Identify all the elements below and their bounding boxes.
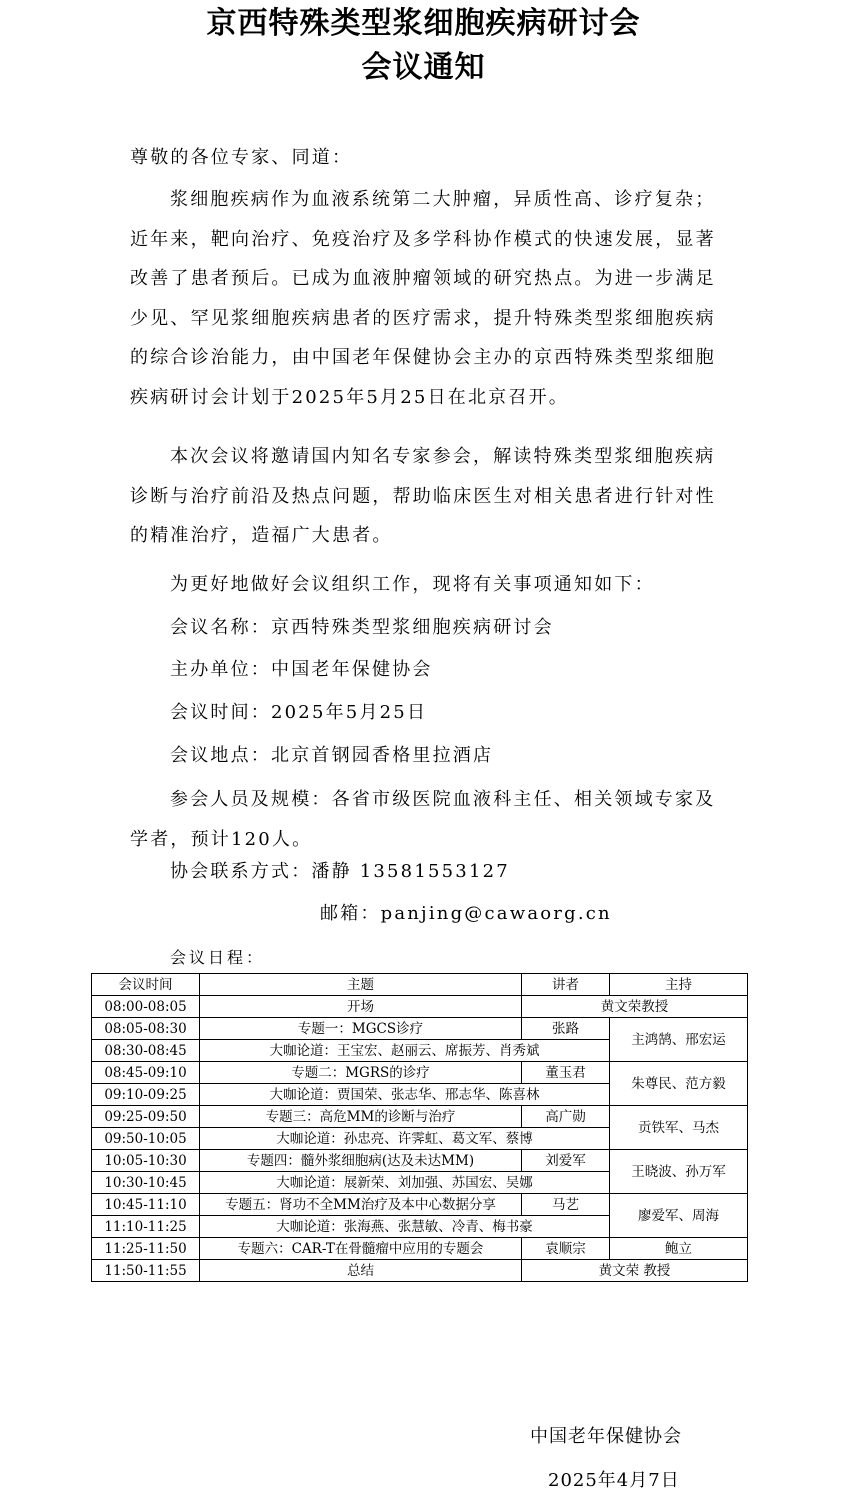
notice-intro: 为更好地做好会议组织工作，现将有关事项通知如下： xyxy=(170,574,655,595)
topic-cell: 大咖论道：王宝宏、赵丽云、席振芳、肖秀斌 xyxy=(200,1040,610,1062)
time-cell: 09:10-09:25 xyxy=(92,1084,200,1106)
table-header-row xyxy=(92,974,748,996)
time-cell: 08:00-08:05 xyxy=(92,996,200,1018)
topic-cell: 专题二：MGRS的诊疗 xyxy=(200,1062,522,1084)
table-row xyxy=(92,1018,748,1040)
time-cell: 08:45-09:10 xyxy=(92,1062,200,1084)
topic-cell: 专题六：CAR-T在骨髓瘤中应用的专题会 xyxy=(200,1238,522,1260)
meeting-name: 会议名称：京西特殊类型浆细胞疾病研讨会 xyxy=(170,617,554,638)
time-cell: 08:05-08:30 xyxy=(92,1018,200,1040)
signature-date: 2025年4月7日 xyxy=(548,1470,680,1491)
topic-cell: 专题三：高危MM的诊断与治疗 xyxy=(200,1106,522,1128)
header-cell-speaker: 讲者 xyxy=(522,974,610,996)
table-row xyxy=(92,1238,748,1260)
topic-cell: 大咖论道：贾国荣、张志华、邢志华、陈喜林 xyxy=(200,1084,610,1106)
host-cell: 主鸿鹄、邢宏运 xyxy=(610,1018,748,1062)
header-cell-time: 会议时间 xyxy=(92,974,200,996)
time-cell: 09:25-09:50 xyxy=(92,1106,200,1128)
topic-cell: 大咖论道：张海燕、张慧敏、冷青、梅书豪 xyxy=(200,1216,610,1238)
table-row xyxy=(92,1106,748,1128)
topic-cell: 大咖论道：展新荣、刘加强、苏国宏、吴娜 xyxy=(200,1172,610,1194)
time-cell: 10:05-10:30 xyxy=(92,1150,200,1172)
document-title: 京西特殊类型浆细胞疾病研讨会 xyxy=(206,6,641,41)
topic-cell: 专题四：髓外浆细胞病(达及未达MM) xyxy=(200,1150,522,1172)
topic-cell: 专题五：肾功不全MM治疗及本中心数据分享 xyxy=(200,1194,522,1216)
document-subtitle: 会议通知 xyxy=(361,50,486,85)
time-cell: 10:45-11:10 xyxy=(92,1194,200,1216)
time-cell: 08:30-08:45 xyxy=(92,1040,200,1062)
host-cell: 贡铁军、马杰 xyxy=(610,1106,748,1150)
time-cell: 09:50-10:05 xyxy=(92,1128,200,1150)
schedule-table xyxy=(91,973,748,1282)
host-cell: 王晓波、孙万军 xyxy=(610,1150,748,1194)
speaker-cell: 袁顺宗 xyxy=(522,1238,610,1260)
speaker-cell: 董玉君 xyxy=(522,1062,610,1084)
schedule-label: 会议日程： xyxy=(170,948,266,967)
speaker-cell: 刘爱军 xyxy=(522,1150,610,1172)
organizer: 主办单位：中国老年保健协会 xyxy=(170,659,433,680)
purpose-paragraph: 本次会议将邀请国内知名专家参会，解读特殊类型浆细胞疾病诊断与治疗前沿及热点问题，帮助临床医生对相关患者进行针对性的精准治疗，造福广大患者。 xyxy=(130,446,716,546)
speaker-host-cell: 黄文荣教授 xyxy=(522,996,748,1018)
time-cell: 11:25-11:50 xyxy=(92,1238,200,1260)
table-row xyxy=(92,1062,748,1084)
time-cell: 10:30-10:45 xyxy=(92,1172,200,1194)
time-cell: 11:10-11:25 xyxy=(92,1216,200,1238)
table-row xyxy=(92,1194,748,1216)
table-row xyxy=(92,1260,748,1282)
header-cell-host: 主持 xyxy=(610,974,748,996)
host-cell: 廖爱军、周海 xyxy=(610,1194,748,1238)
contact-info: 协会联系方式：潘静 13581553127 xyxy=(170,861,510,882)
speaker-cell: 张路 xyxy=(522,1018,610,1040)
header-cell-topic: 主题 xyxy=(200,974,522,996)
signature-organization: 中国老年保健协会 xyxy=(530,1426,682,1447)
table-row xyxy=(92,996,748,1018)
speaker-cell: 高广勋 xyxy=(522,1106,610,1128)
topic-cell: 大咖论道：孙忠亮、许霁虹、葛文军、蔡博 xyxy=(200,1128,610,1150)
time-cell: 11:50-11:55 xyxy=(92,1260,200,1282)
contact-email: 邮箱：panjing@cawaorg.cn xyxy=(320,903,612,924)
attendees-paragraph: 参会人员及规模：各省市级医院血液科主任、相关领域专家及学者，预计120人。 xyxy=(130,789,716,850)
topic-cell: 总结 xyxy=(200,1260,522,1282)
topic-cell: 专题一：MGCS诊疗 xyxy=(200,1018,522,1040)
salutation: 尊敬的各位专家、同道： xyxy=(130,147,353,168)
topic-cell: 开场 xyxy=(200,996,522,1018)
host-cell: 鲍立 xyxy=(610,1238,748,1260)
intro-paragraph: 浆细胞疾病作为血液系统第二大肿瘤，异质性高、诊疗复杂；近年来，靶向治疗、免疫治疗及多学科协作模式的快速发展，显著改善了患者预后。已成为血液肿瘤领域的研究热点。为进一步满足少见、罕见浆细胞疾病患者的医疗需求，提升特殊类型浆细胞疾病的综合诊治能力，由中国老年保健协会主办的京西特殊类型浆细胞疾病研讨会计划于2025年5月25日在北京召开。 xyxy=(130,189,716,408)
speaker-cell: 马艺 xyxy=(522,1194,610,1216)
host-cell: 朱尊民、范方毅 xyxy=(610,1062,748,1106)
meeting-place: 会议地点：北京首钢园香格里拉酒店 xyxy=(170,745,494,766)
speaker-host-cell: 黄文荣 教授 xyxy=(522,1260,748,1282)
meeting-time: 会议时间：2025年5月25日 xyxy=(170,702,428,723)
table-row xyxy=(92,1150,748,1172)
